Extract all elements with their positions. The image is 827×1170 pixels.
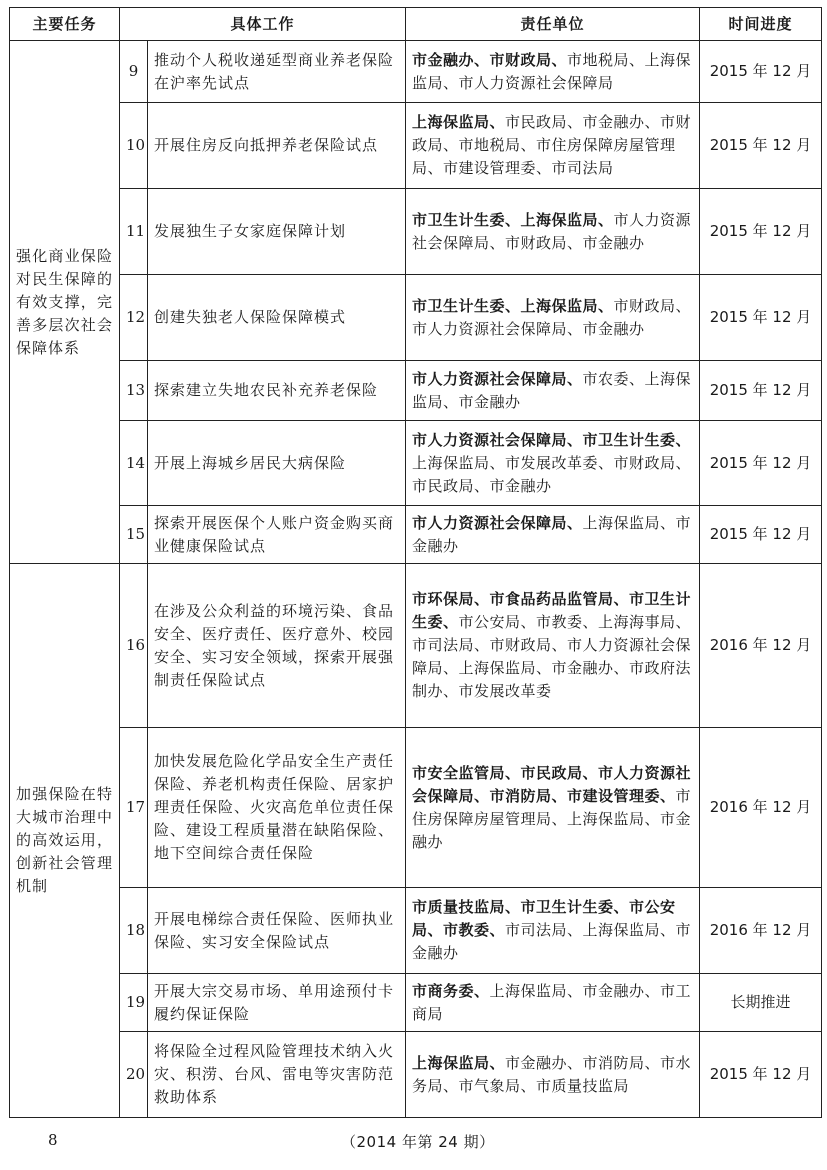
header-work: 具体工作 [120, 8, 406, 41]
time-cell: 2015 年 12 月 [700, 421, 822, 506]
table-row [10, 564, 822, 728]
table-row [10, 361, 822, 421]
lead-unit: 市人力资源社会保障局、市卫生计生委、 [412, 430, 692, 449]
co-units: 市住房保障房屋管理局、上海保监局、市金融办 [412, 786, 692, 851]
unit-cell [406, 275, 700, 361]
lead-unit: 市环保局、市食品药品监管局、市卫生计生委、 [412, 590, 692, 631]
unit-cell [406, 888, 700, 974]
lead-unit: 市人力资源社会保障局、 [412, 513, 583, 532]
header-unit: 责任单位 [406, 8, 700, 41]
unit-cell [406, 506, 700, 564]
co-units: 上海保监局、市金融办、市工商局 [412, 981, 692, 1023]
lead-unit: 市安全监管局、市民政局、市人力资源社会保障局、市消防局、市建设管理委、 [412, 763, 692, 805]
unit-cell [406, 564, 700, 728]
work-cell: 加快发展危险化学品安全生产责任保险、养老机构责任保险、居家护理责任保险、火灾高危单位责任保险、建设工程质量潜在缺陷保险、地下空间综合责任保险 [148, 728, 406, 888]
table-row [10, 189, 822, 275]
table-row [10, 41, 822, 103]
work-cell: 发展独生子女家庭保障计划 [148, 189, 406, 275]
page-number: 8 [48, 1131, 58, 1149]
table-row [10, 103, 822, 189]
co-units: 市人力资源社会保障局、市财政局、市金融办 [412, 210, 692, 252]
co-units: 市金融办、市消防局、市水务局、市气象局、市质量技监局 [412, 1053, 692, 1095]
work-cell: 开展电梯综合责任保险、医师执业保险、实习安全保险试点 [148, 888, 406, 974]
co-units: 上海保监局、市金融办 [412, 513, 692, 555]
time-cell: 2015 年 12 月 [700, 41, 822, 103]
work-cell: 创建失独老人保险保障模式 [148, 275, 406, 361]
time-cell: 2016 年 12 月 [700, 888, 822, 974]
row-number: 18 [120, 888, 148, 974]
time-cell: 长期推进 [700, 974, 822, 1032]
co-units: 市地税局、上海保监局、市人力资源社会保障局 [412, 50, 692, 92]
work-cell: 推动个人税收递延型商业养老保险在沪率先试点 [148, 41, 406, 103]
time-cell: 2015 年 12 月 [700, 103, 822, 189]
lead-unit: 市质量技监局、市卫生计生委、市公安局、市教委、 [412, 898, 676, 939]
table-row [10, 506, 822, 564]
lead-unit: 上海保监局、 [412, 1053, 506, 1072]
co-units: 市民政局、市金融办、市财政局、市地税局、市住房保障房屋管理局、市建设管理委、市司法局 [412, 113, 692, 177]
row-number: 9 [120, 41, 148, 103]
unit-cell [406, 728, 700, 888]
table-row [10, 728, 822, 888]
task-cell: 强化商业保险对民生保障的有效支撑，完善多层次社会保障体系 [10, 41, 120, 564]
row-number: 13 [120, 361, 148, 421]
time-cell: 2016 年 12 月 [700, 564, 822, 728]
co-units: 市财政局、市人力资源社会保障局、市金融办 [412, 296, 692, 338]
row-number: 12 [120, 275, 148, 361]
co-units: 市司法局、上海保监局、市金融办 [412, 921, 692, 962]
co-units: 市公安局、市教委、上海海事局、市司法局、市财政局、市人力资源社会保障局、上海保监局、市金融办、市政府法制办、市发展改革委 [412, 613, 692, 700]
row-number: 19 [120, 974, 148, 1032]
header-time: 时间进度 [700, 8, 822, 41]
time-cell: 2015 年 12 月 [700, 189, 822, 275]
time-cell: 2015 年 12 月 [700, 506, 822, 564]
issue-label: （2014 年第 24 期） [341, 1133, 495, 1151]
lead-unit: 市卫生计生委、上海保监局、 [412, 296, 614, 315]
unit-cell [406, 1032, 700, 1118]
work-cell: 开展住房反向抵押养老保险试点 [148, 103, 406, 189]
table-row [10, 421, 822, 506]
unit-cell [406, 189, 700, 275]
co-units: 市农委、上海保监局、市金融办 [412, 369, 692, 411]
work-cell: 开展上海城乡居民大病保险 [148, 421, 406, 506]
task-cell: 加强保险在特大城市治理中的高效运用，创新社会管理机制 [10, 564, 120, 1118]
table-row [10, 275, 822, 361]
row-number: 11 [120, 189, 148, 275]
work-cell: 在涉及公众利益的环境污染、食品安全、医疗责任、医疗意外、校园安全、实习安全领域，探索开展强制责任保险试点 [148, 564, 406, 728]
lead-unit: 上海保监局、 [412, 113, 506, 131]
unit-cell [406, 103, 700, 189]
unit-cell [406, 41, 700, 103]
work-cell: 将保险全过程风险管理技术纳入火灾、积涝、台风、雷电等灾害防范救助体系 [148, 1032, 406, 1118]
unit-cell [406, 974, 700, 1032]
co-units: 上海保监局、市发展改革委、市财政局、市民政局、市金融办 [412, 453, 692, 495]
work-cell: 探索建立失地农民补充养老保险 [148, 361, 406, 421]
lead-unit: 市人力资源社会保障局、 [412, 369, 583, 388]
work-cell: 探索开展医保个人账户资金购买商业健康保险试点 [148, 506, 406, 564]
header-row [10, 8, 822, 41]
time-cell: 2015 年 12 月 [700, 275, 822, 361]
header-task: 主要任务 [10, 8, 120, 41]
unit-cell [406, 421, 700, 506]
row-number: 14 [120, 421, 148, 506]
time-cell: 2015 年 12 月 [700, 361, 822, 421]
lead-unit: 市卫生计生委、上海保监局、 [412, 210, 614, 229]
work-cell: 开展大宗交易市场、单用途预付卡履约保证保险 [148, 974, 406, 1032]
unit-cell [406, 361, 700, 421]
row-number: 16 [120, 564, 148, 728]
lead-unit: 市金融办、市财政局、 [412, 50, 568, 69]
row-number: 15 [120, 506, 148, 564]
table-row [10, 1032, 822, 1118]
lead-unit: 市商务委、 [412, 981, 490, 1000]
time-cell: 2016 年 12 月 [700, 728, 822, 888]
table-row [10, 974, 822, 1032]
row-number: 20 [120, 1032, 148, 1118]
task-table [9, 7, 822, 1118]
row-number: 10 [120, 103, 148, 189]
row-number: 17 [120, 728, 148, 888]
table-row [10, 888, 822, 974]
time-cell: 2015 年 12 月 [700, 1032, 822, 1118]
